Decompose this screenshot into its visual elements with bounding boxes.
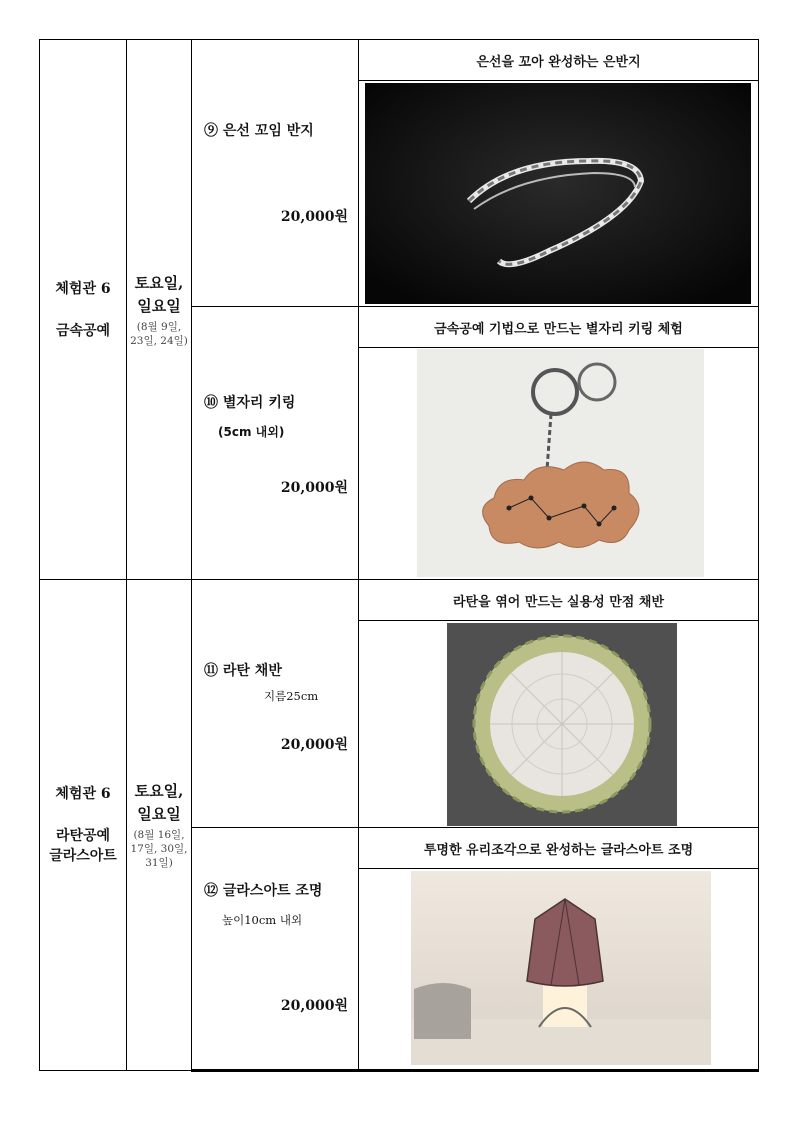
table-row (40, 40, 759, 307)
photo-cell (359, 40, 759, 307)
photo-caption: 금속공예 기법으로 만드는 별자리 키링 체험 (359, 307, 758, 348)
silver-ring-photo (359, 81, 758, 306)
schedule-cell (127, 40, 192, 580)
product-name: ⑫ 글라스아트 조명 (204, 883, 323, 899)
photo-cell (359, 580, 759, 828)
date-label: (8월 16일, (133, 829, 185, 841)
product-cell (192, 307, 359, 580)
room-cell (40, 580, 127, 1071)
date-label: 17일, 30일, (130, 843, 188, 855)
date-label: 31일) (145, 857, 173, 869)
room-label: 체험관 6 (55, 786, 111, 802)
program-table (39, 39, 759, 1072)
product-size: 높이10cm 내외 (222, 913, 303, 927)
room-label: 체험관 6 (55, 280, 111, 297)
day-label: 일요일 (137, 805, 181, 823)
day-label: 토요일, (134, 273, 184, 292)
product-price: 20,000원 (280, 998, 348, 1014)
product-price: 20,000원 (280, 737, 348, 753)
product-size: (5cm 내외) (218, 425, 285, 439)
product-name: ⑩ 별자리 키링 (204, 395, 296, 411)
photo-caption: 투명한 유리조각으로 완성하는 글라스아트 조명 (359, 828, 758, 869)
category-label: 금속공예 (55, 322, 111, 339)
photo-caption: 은선을 꼬아 완성하는 은반지 (359, 40, 758, 81)
schedule-cell (127, 580, 192, 1071)
date-label: (8월 9일, (136, 320, 182, 333)
room-cell (40, 40, 127, 580)
glass-lamp-photo (359, 869, 758, 1067)
product-name: ⑪ 라탄 채반 (204, 663, 282, 679)
keyring-photo (359, 348, 758, 579)
category-label: 라탄공예 (55, 828, 111, 844)
day-label: 토요일, (134, 782, 184, 800)
product-cell (192, 828, 359, 1071)
product-cell (192, 580, 359, 828)
product-size: 지름25cm (264, 689, 319, 703)
rattan-tray-photo (359, 621, 758, 827)
product-name: ⑨ 은선 꼬임 반지 (204, 123, 314, 139)
product-price: 20,000원 (280, 209, 348, 225)
photo-caption: 라탄을 엮어 만드는 실용성 만점 채반 (359, 580, 758, 621)
date-label: 23일, 24일) (130, 334, 188, 347)
category-label: 글라스아트 (49, 848, 117, 864)
day-label: 일요일 (137, 296, 181, 315)
photo-cell (359, 307, 759, 580)
product-cell (192, 40, 359, 307)
product-price: 20,000원 (280, 480, 348, 496)
table-row (40, 580, 759, 828)
photo-cell (359, 828, 759, 1071)
